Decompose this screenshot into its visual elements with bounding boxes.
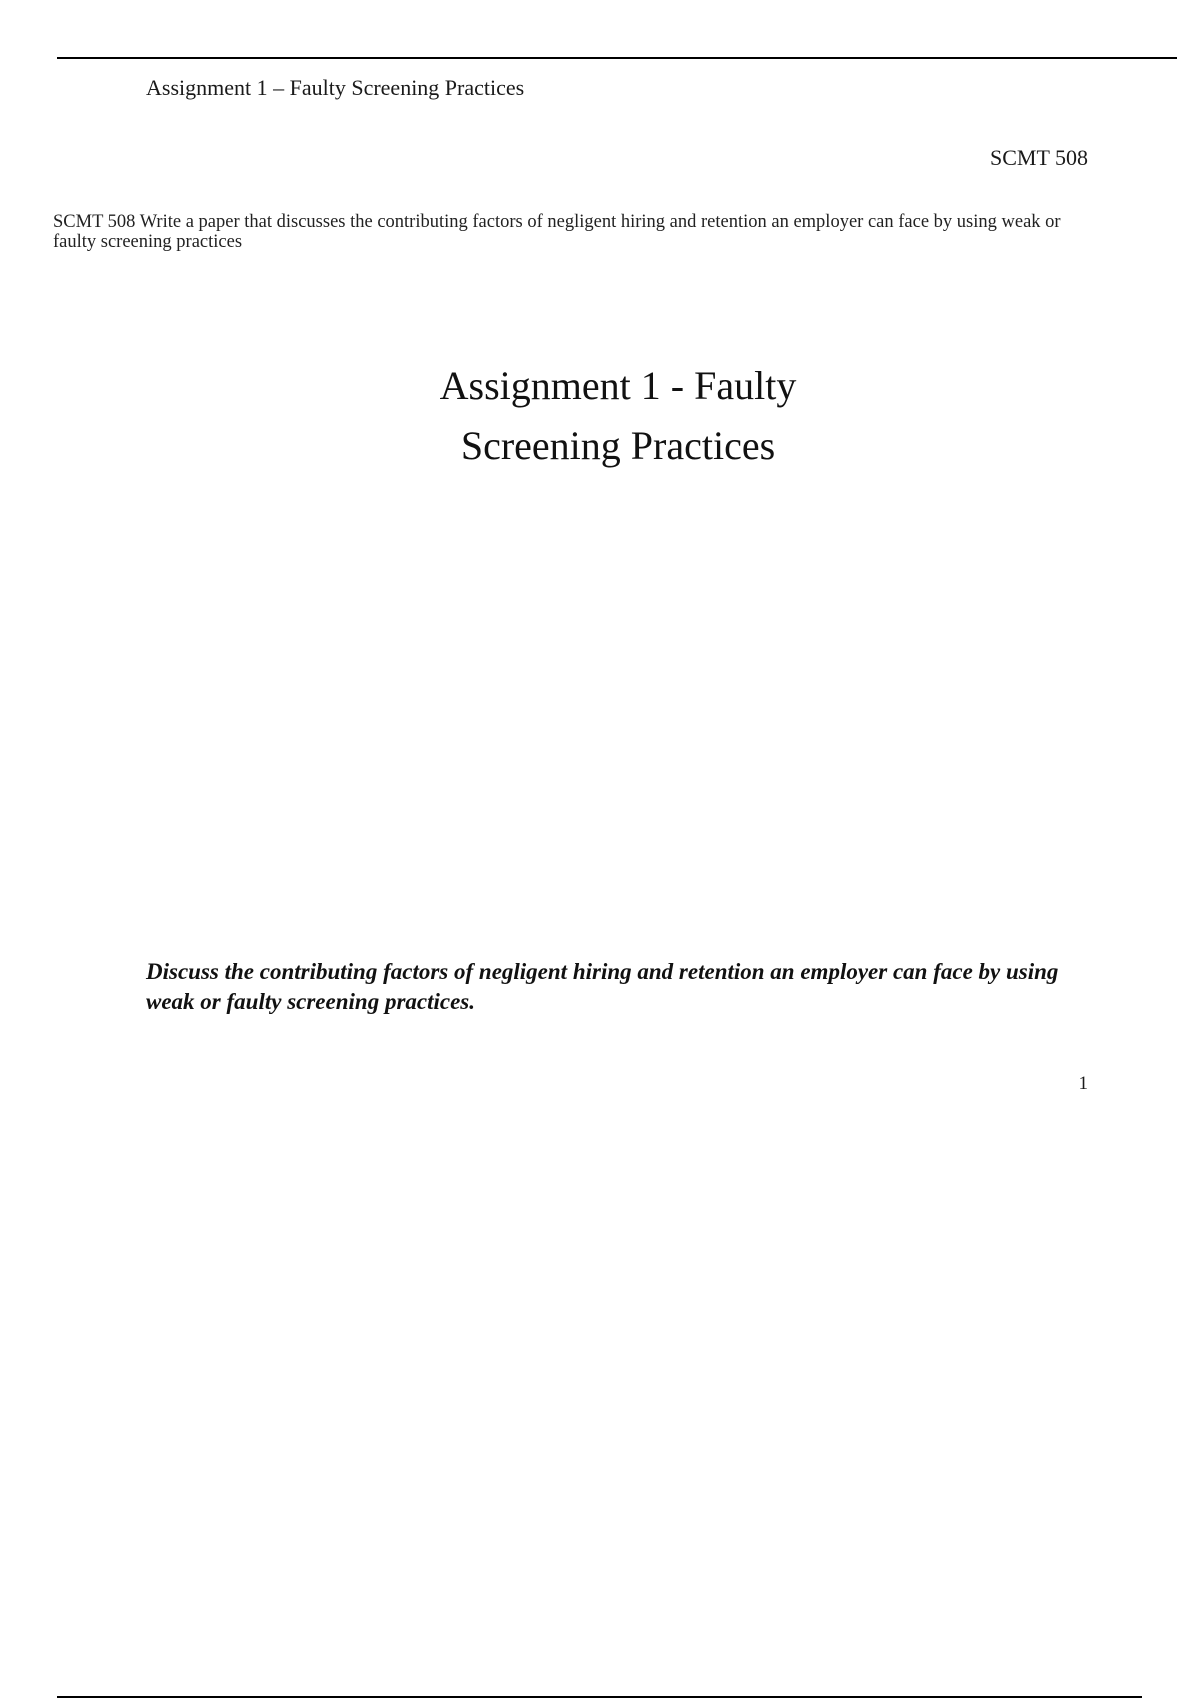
header-title: Assignment 1 – Faulty Screening Practices [146, 75, 525, 100]
page-number: 1 [1078, 1073, 1088, 1094]
bottom-rule [57, 1696, 1142, 1698]
top-rule [57, 57, 1177, 59]
document-title [370, 356, 866, 476]
document-title-line-1: Assignment 1 - Faulty [439, 363, 797, 408]
document-title-line-2: Screening Practices [460, 423, 776, 468]
course-code: SCMT 508 [989, 145, 1088, 170]
summary-text: SCMT 508 Write a paper that discusses the contributing factors of negligent hiring and retention an employer can face by using weak or faulty screening practices [53, 212, 1061, 252]
assignment-prompt: Discuss the contributing factors of negligent hiring and retention an employer can face by using weak or faulty screening practices. [146, 959, 1059, 1014]
